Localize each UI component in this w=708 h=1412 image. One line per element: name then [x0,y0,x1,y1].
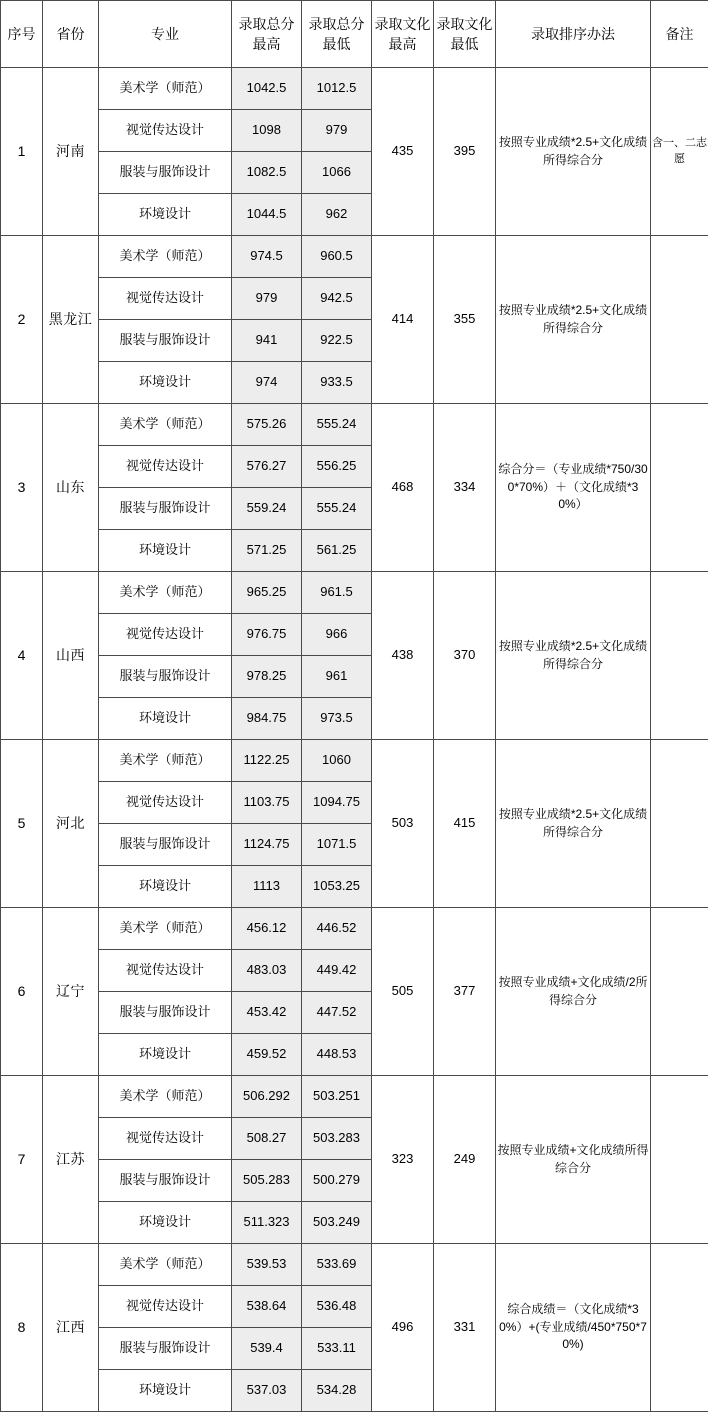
total-score-min-cell: 503.251 [302,1076,372,1118]
row-index: 7 [1,1076,43,1244]
total-score-max-cell: 965.25 [232,572,302,614]
major-name-cell: 环境设计 [99,194,232,236]
total-score-max-cell: 974 [232,362,302,404]
total-score-max-cell: 1082.5 [232,152,302,194]
province-cell: 江西 [43,1244,99,1412]
major-name-cell: 美术学（师范） [99,236,232,278]
total-score-min-cell: 449.42 [302,950,372,992]
total-score-max-cell: 511.323 [232,1202,302,1244]
row-index: 8 [1,1244,43,1412]
major-name-cell: 美术学（师范） [99,404,232,446]
major-name-cell: 美术学（师范） [99,68,232,110]
table-row [1,404,708,446]
total-score-min-cell: 961 [302,656,372,698]
total-score-max-cell: 506.292 [232,1076,302,1118]
total-score-min-cell: 503.249 [302,1202,372,1244]
total-score-max-cell: 559.24 [232,488,302,530]
total-score-min-cell: 1094.75 [302,782,372,824]
total-score-min-cell: 922.5 [302,320,372,362]
major-name-cell: 视觉传达设计 [99,1118,232,1160]
total-score-max-cell: 537.03 [232,1370,302,1412]
culture-score-min-cell: 395 [434,68,496,236]
table-row [1,236,708,278]
province-cell: 山西 [43,572,99,740]
table-row [1,1076,708,1118]
total-score-max-cell: 1113 [232,866,302,908]
table-body [1,68,708,1412]
total-score-max-cell: 483.03 [232,950,302,992]
major-name-cell: 环境设计 [99,866,232,908]
culture-score-min-cell: 355 [434,236,496,404]
total-score-min-cell: 979 [302,110,372,152]
culture-score-min-cell: 415 [434,740,496,908]
ranking-rule-cell: 按照专业成绩*2.5+文化成绩所得综合分 [496,68,651,236]
culture-score-max-cell: 503 [372,740,434,908]
header-rule: 录取排序办法 [496,1,651,68]
major-name-cell: 视觉传达设计 [99,950,232,992]
total-score-min-cell: 447.52 [302,992,372,1034]
note-cell [651,1244,708,1412]
culture-score-min-cell: 370 [434,572,496,740]
major-name-cell: 美术学（师范） [99,572,232,614]
major-name-cell: 美术学（师范） [99,908,232,950]
total-score-min-cell: 536.48 [302,1286,372,1328]
province-cell: 河北 [43,740,99,908]
total-score-min-cell: 1053.25 [302,866,372,908]
total-score-max-cell: 508.27 [232,1118,302,1160]
total-score-max-cell: 459.52 [232,1034,302,1076]
major-name-cell: 环境设计 [99,1034,232,1076]
total-score-max-cell: 576.27 [232,446,302,488]
ranking-rule-cell: 按照专业成绩+文化成绩/2所得综合分 [496,908,651,1076]
major-name-cell: 环境设计 [99,1202,232,1244]
province-cell: 黑龙江 [43,236,99,404]
major-name-cell: 环境设计 [99,362,232,404]
total-score-max-cell: 941 [232,320,302,362]
ranking-rule-cell: 按照专业成绩*2.5+文化成绩所得综合分 [496,572,651,740]
header-total-max-line1: 录取总分 [233,14,300,34]
total-score-min-cell: 1060 [302,740,372,782]
culture-score-max-cell: 323 [372,1076,434,1244]
header-total-min-line2: 最低 [303,34,370,54]
major-name-cell: 视觉传达设计 [99,110,232,152]
total-score-max-cell: 456.12 [232,908,302,950]
header-province: 省份 [43,1,99,68]
note-cell [651,740,708,908]
total-score-max-cell: 453.42 [232,992,302,1034]
row-index: 5 [1,740,43,908]
total-score-min-cell: 966 [302,614,372,656]
total-score-max-cell: 539.4 [232,1328,302,1370]
ranking-rule-cell: 按照专业成绩*2.5+文化成绩所得综合分 [496,236,651,404]
major-name-cell: 服装与服饰设计 [99,152,232,194]
header-major: 专业 [99,1,232,68]
culture-score-max-cell: 468 [372,404,434,572]
major-name-cell: 服装与服饰设计 [99,320,232,362]
total-score-min-cell: 533.11 [302,1328,372,1370]
province-cell: 江苏 [43,1076,99,1244]
ranking-rule-cell: 综合成绩＝（文化成绩*30%）+(专业成绩/450*750*70%) [496,1244,651,1412]
note-cell [651,908,708,1076]
total-score-max-cell: 978.25 [232,656,302,698]
total-score-min-cell: 942.5 [302,278,372,320]
total-score-min-cell: 962 [302,194,372,236]
header-index: 序号 [1,1,43,68]
note-cell [651,404,708,572]
major-name-cell: 环境设计 [99,530,232,572]
culture-score-max-cell: 435 [372,68,434,236]
table-row [1,68,708,110]
total-score-max-cell: 979 [232,278,302,320]
total-score-max-cell: 1098 [232,110,302,152]
header-culture-min-line2: 最低 [435,34,494,54]
total-score-max-cell: 976.75 [232,614,302,656]
major-name-cell: 美术学（师范） [99,1076,232,1118]
header-culture-min [434,1,496,68]
major-name-cell: 环境设计 [99,1370,232,1412]
ranking-rule-cell: 按照专业成绩*2.5+文化成绩所得综合分 [496,740,651,908]
row-index: 4 [1,572,43,740]
total-score-max-cell: 984.75 [232,698,302,740]
major-name-cell: 视觉传达设计 [99,278,232,320]
header-total-min-line1: 录取总分 [303,14,370,34]
major-name-cell: 视觉传达设计 [99,782,232,824]
note-cell: 含一、二志愿 [651,68,708,236]
header-row [1,1,708,68]
header-total-max-line2: 最高 [233,34,300,54]
total-score-max-cell: 539.53 [232,1244,302,1286]
province-cell: 河南 [43,68,99,236]
culture-score-min-cell: 249 [434,1076,496,1244]
major-name-cell: 服装与服饰设计 [99,488,232,530]
total-score-max-cell: 1122.25 [232,740,302,782]
total-score-max-cell: 1042.5 [232,68,302,110]
note-cell [651,236,708,404]
total-score-min-cell: 534.28 [302,1370,372,1412]
major-name-cell: 服装与服饰设计 [99,824,232,866]
major-name-cell: 环境设计 [99,698,232,740]
total-score-max-cell: 538.64 [232,1286,302,1328]
total-score-min-cell: 555.24 [302,488,372,530]
total-score-min-cell: 1012.5 [302,68,372,110]
culture-score-max-cell: 496 [372,1244,434,1412]
ranking-rule-cell: 按照专业成绩+文化成绩所得综合分 [496,1076,651,1244]
note-cell [651,1076,708,1244]
table-row [1,1244,708,1286]
major-name-cell: 服装与服饰设计 [99,656,232,698]
total-score-min-cell: 961.5 [302,572,372,614]
header-total-min [302,1,372,68]
header-total-max [232,1,302,68]
header-culture-max-line1: 录取文化 [373,14,432,34]
ranking-rule-cell: 综合分＝（专业成绩*750/300*70%）＋（文化成绩*30%） [496,404,651,572]
major-name-cell: 服装与服饰设计 [99,1328,232,1370]
header-culture-max [372,1,434,68]
major-name-cell: 美术学（师范） [99,1244,232,1286]
header-culture-min-line1: 录取文化 [435,14,494,34]
total-score-max-cell: 1044.5 [232,194,302,236]
province-cell: 辽宁 [43,908,99,1076]
total-score-min-cell: 555.24 [302,404,372,446]
total-score-min-cell: 446.52 [302,908,372,950]
row-index: 1 [1,68,43,236]
province-cell: 山东 [43,404,99,572]
total-score-max-cell: 505.283 [232,1160,302,1202]
major-name-cell: 视觉传达设计 [99,614,232,656]
table-header [1,1,708,68]
major-name-cell: 视觉传达设计 [99,446,232,488]
total-score-min-cell: 500.279 [302,1160,372,1202]
row-index: 2 [1,236,43,404]
culture-score-max-cell: 414 [372,236,434,404]
major-name-cell: 服装与服饰设计 [99,992,232,1034]
total-score-min-cell: 556.25 [302,446,372,488]
header-culture-max-line2: 最高 [373,34,432,54]
total-score-max-cell: 1103.75 [232,782,302,824]
major-name-cell: 视觉传达设计 [99,1286,232,1328]
culture-score-max-cell: 438 [372,572,434,740]
row-index: 6 [1,908,43,1076]
total-score-min-cell: 960.5 [302,236,372,278]
header-note: 备注 [651,1,708,68]
total-score-min-cell: 533.69 [302,1244,372,1286]
total-score-min-cell: 1066 [302,152,372,194]
table-row [1,572,708,614]
total-score-max-cell: 974.5 [232,236,302,278]
total-score-min-cell: 448.53 [302,1034,372,1076]
culture-score-max-cell: 505 [372,908,434,1076]
total-score-min-cell: 503.283 [302,1118,372,1160]
culture-score-min-cell: 377 [434,908,496,1076]
note-cell [651,572,708,740]
total-score-min-cell: 561.25 [302,530,372,572]
total-score-max-cell: 1124.75 [232,824,302,866]
total-score-min-cell: 973.5 [302,698,372,740]
culture-score-min-cell: 334 [434,404,496,572]
total-score-max-cell: 571.25 [232,530,302,572]
table-row [1,740,708,782]
total-score-min-cell: 933.5 [302,362,372,404]
total-score-max-cell: 575.26 [232,404,302,446]
table-row [1,908,708,950]
row-index: 3 [1,404,43,572]
major-name-cell: 美术学（师范） [99,740,232,782]
major-name-cell: 服装与服饰设计 [99,1160,232,1202]
total-score-min-cell: 1071.5 [302,824,372,866]
culture-score-min-cell: 331 [434,1244,496,1412]
